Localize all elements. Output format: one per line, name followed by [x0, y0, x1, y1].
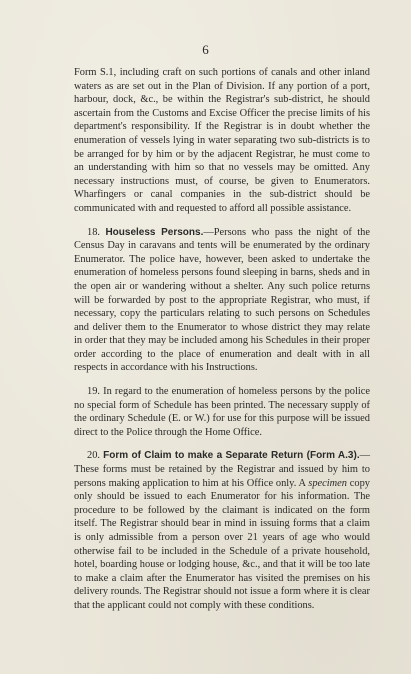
- paragraph-number: 19.: [87, 386, 100, 398]
- paragraph-number: 18.: [87, 226, 100, 238]
- paragraph-text: In regard to the enumeration of homeless persons by the police no special form of Schedule has been printed. The necessary supply of the ordinary Schedule (E. or W.) for use for this purpose will be issued direct to the Police through the Home Office.: [74, 386, 370, 438]
- section-heading-form-of-claim: Form of Claim to make a Separate Return (Form A.3).: [103, 450, 360, 462]
- paragraph-text: —Persons who pass the night of the Census Day in caravans and tents will be enumerated by the ordinary Enumerator. The police have, however, been asked to undertake the enumeration of homeless persons found sleeping in barns, sheds and in the open air or wandering without a shelter. Any such police returns will be forwarded by post to the appropriate Registrar, who must, if necessary, copy the particulars relating to such persons on Schedules and deliver them to the Enumerator to whose district they may relate in order that they may be included among his Schedules in their proper order according to the place of enumeration and dealt with in all respects in accordance with his Instructions.: [74, 226, 370, 374]
- italic-word: specimen: [308, 477, 347, 489]
- paragraph-20: [74, 449, 370, 612]
- section-heading-houseless-persons: Houseless Persons.: [105, 226, 204, 238]
- paragraph-text: copy only should be issued to each Enumerator for his information. The procedure to be followed by the claimant is indicated on the form itself. The Registrar should bear in mind in issuing forms that a claim is only admissible from a person over 21 years of age who would otherwise fail to be included in the Schedule of a private household, hotel, boarding house or lodging house, &c., and that it will be too late to make a claim after the Enumerator has visited the premises on his delivery rounds. The Registrar should not issue a form where it is clear that the applicant could not comply with these conditions.: [74, 477, 370, 611]
- paragraph-19: [74, 385, 370, 439]
- paragraph-number: 20.: [87, 450, 100, 462]
- page-body: [74, 66, 370, 623]
- paragraph-text: —These forms must be retained by the Registrar and issued by him to persons making application to him at his Office only. A: [74, 450, 370, 489]
- page-number: 6: [202, 42, 209, 57]
- paragraph-continuation: Form S.1, including craft on such portions of canals and other inland waters as are set out in the Plan of Division. If any portion of a port, harbour, dock, &c., be within the Registrar's sub-district, he should ascertain from the Customs and Excise Officer the precise limits of his department's responsibility. If the Registrar is in doubt whether the enumeration of vessels lying in water separating two sub-districts is to be arranged for by him or by the adjacent Registrar, he must come to an understanding with him so that no vessels may be omitted. Any necessary instructions must, of course, be given to Enumerators. Wharfingers or canal companies in the sub-district should be communicated with and requested to afford all possible assistance.: [74, 67, 370, 214]
- paragraph-18: [74, 226, 370, 376]
